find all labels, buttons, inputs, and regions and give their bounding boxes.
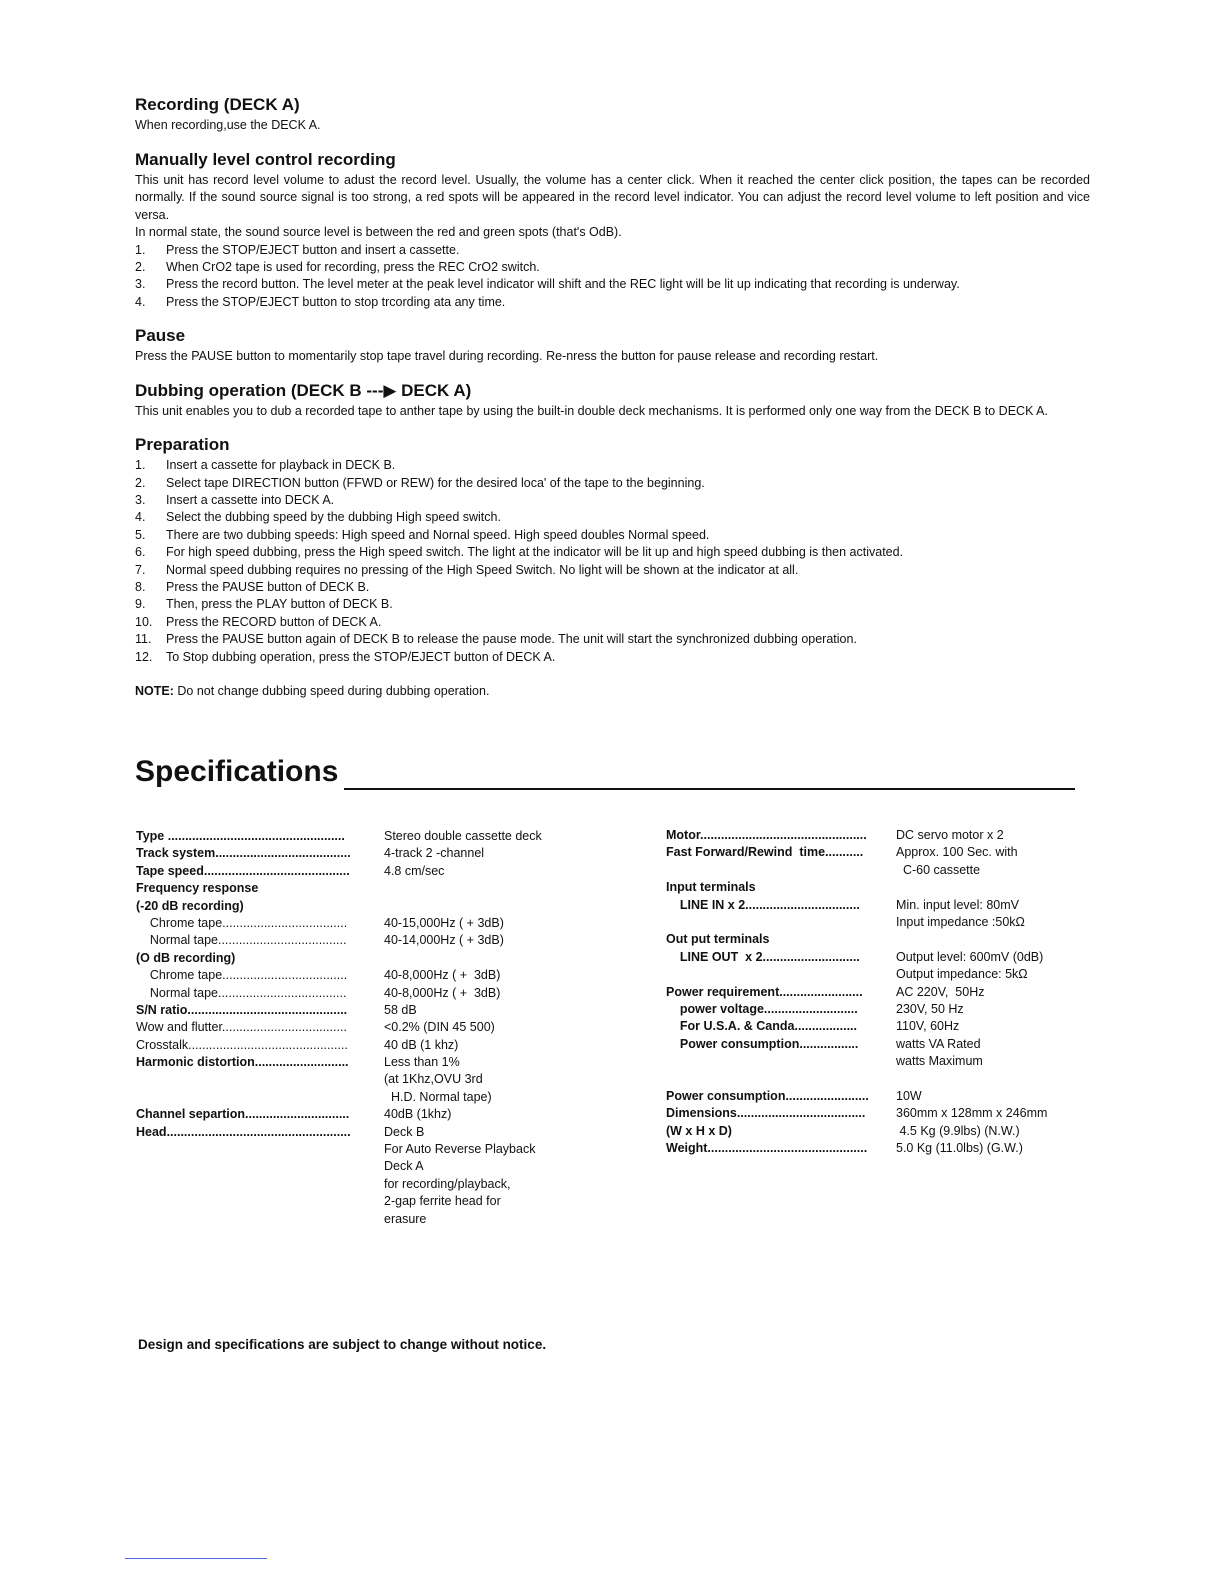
footer-disclaimer: Design and specifications are subject to change without notice. [138,1337,547,1352]
manual-level-section [135,150,1090,312]
spec-label: power voltage........................... [666,1001,858,1016]
pause-section [135,326,1090,366]
manual-level-text: This unit has record level volume to adust the record level. Usually, the volume has a center click. When it reached the center click position, the tapes can be recorded normally. If the sound source signal is too strong, a red spots will be appeared in the record level indicator. You can adjust the record level volume to left position and vice versa. [135,172,1090,222]
spec-row [136,1071,586,1088]
spec-value: Deck B [384,1124,425,1139]
spec-row [136,1019,586,1036]
list-item [135,649,1090,666]
step-text: Select tape DIRECTION button (FFWD or REW) for the desired loca' of the tape to the beginning. [166,475,705,490]
dubbing-section [135,381,1090,421]
spec-row [666,931,1086,948]
list-item [135,596,1090,613]
spec-label: For U.S.A. & Canda.................. [666,1019,857,1034]
spec-value: 4-track 2 -channel [384,846,485,861]
spec-row [666,1123,1086,1140]
step-text: Insert a cassette into DECK A. [166,492,335,507]
spec-value: AC 220V, 50Hz [896,984,985,999]
spec-value: C-60 cassette [896,862,981,877]
spec-value: 40-8,000Hz ( + 3dB) [384,985,501,1000]
specs-right-column [666,827,1086,1157]
step-number: 4. [135,510,146,525]
spec-row [136,1124,586,1141]
step-text: There are two dubbing speeds: High speed and Nornal speed. High speed doubles Normal speed. [166,527,710,542]
note [135,684,1090,698]
spec-label: Chrome tape.................................... [136,968,348,983]
spec-label: S/N ratio.............................................. [136,1002,348,1017]
spec-row [666,914,1086,931]
spec-label: Channel separtion.............................. [136,1107,350,1122]
step-number: 5. [135,527,146,542]
spec-value: Approx. 100 Sec. with [896,845,1018,860]
list-item [135,294,1090,311]
spec-value: erasure [384,1211,427,1226]
spec-label: Type ................................................... [136,829,345,843]
specifications-heading: Specifications [135,755,339,788]
spec-label: Power consumption................. [666,1036,859,1051]
recording-section [135,95,1090,135]
spec-label: Chrome tape.................................... [136,915,348,930]
spec-row [136,1211,586,1228]
list-item [135,527,1090,544]
spec-row [666,1088,1086,1105]
spec-value: Input impedance :50kΩ [896,914,1025,929]
step-number: 1. [135,458,146,473]
spec-label: Normal tape..................................... [136,985,347,1000]
spec-row [136,898,586,915]
spec-row [666,897,1086,914]
list-item [135,492,1090,509]
spec-label: Crosstalk.............................................. [136,1037,348,1052]
specs-left-column [136,828,586,1228]
spec-value: 58 dB [384,1002,417,1017]
step-text: Normal speed dubbing requires no pressing of the High Speed Switch. No light will be shown at the indicator at all. [166,562,799,577]
spec-value: 4.8 cm/sec [384,863,445,878]
spec-label: Track system....................................... [136,846,351,861]
spec-label: Input terminals [666,880,756,895]
spec-label: Wow and flutter.................................... [136,1020,347,1035]
note-label: NOTE: [135,684,174,698]
spec-row [136,845,586,862]
spec-row [666,966,1086,983]
spec-row [136,1054,586,1071]
spec-label: Out put terminals [666,932,770,947]
step-number: 2. [135,475,146,490]
spec-row [666,879,1086,896]
step-text: Press the record button. The level meter at the peak level indicator will shift and the REC light will be lit up indicating that recording is underway. [166,277,960,292]
spec-value: H.D. Normal tape) [384,1089,492,1104]
spec-row [136,828,586,845]
spec-value: watts Maximum [896,1054,983,1069]
spec-row [666,827,1086,844]
step-text: When CrO2 tape is used for recording, press the REC CrO2 switch. [166,259,540,274]
dubbing-heading: Dubbing operation (DECK B ---▶ DECK A) [135,380,472,400]
step-text: Press the STOP/EJECT button and insert a cassette. [166,242,460,257]
spec-row [136,1002,586,1019]
spec-value: Deck A [384,1159,424,1174]
spec-value: Less than 1% [384,1055,460,1070]
spec-value: 40 dB (1 khz) [384,1037,459,1052]
spec-value: 40-15,000Hz ( + 3dB) [384,915,504,930]
list-item [135,242,1090,259]
note-text: Do not change dubbing speed during dubbing operation. [173,684,490,698]
spec-label: Weight.............................................. [666,1141,868,1156]
step-number: 9. [135,597,146,612]
spec-row [136,985,586,1002]
spec-label: Harmonic distortion........................... [136,1055,349,1070]
spec-value: 360mm x 128mm x 246mm [896,1106,1048,1121]
spec-row [136,863,586,880]
spec-value: For Auto Reverse Playback [384,1142,536,1157]
spec-row [666,1140,1086,1157]
spec-value: 230V, 50 Hz [896,1001,964,1016]
list-item [135,457,1090,474]
step-text: Select the dubbing speed by the dubbing High speed switch. [166,510,501,525]
spec-row [136,967,586,984]
step-number: 6. [135,545,146,560]
spec-value: (at 1Khz,OVU 3rd [384,1072,483,1087]
spec-row [666,1036,1086,1053]
spec-value: 110V, 60Hz [896,1019,960,1034]
spec-label: (O dB recording) [136,950,236,965]
spec-value: 10W [896,1088,922,1103]
step-number: 10. [135,614,153,629]
dubbing-text: This unit enables you to dub a recorded tape to anther tape by using the built-in double deck mechanisms. It is performed only one way from the DECK B to DECK A. [135,403,1048,418]
specifications-rule [344,788,1075,790]
spec-label: Normal tape..................................... [136,933,347,948]
step-text: For high speed dubbing, press the High speed switch. The light at the indicator will be lit up and high speed dubbing is then activated. [166,545,904,560]
spec-row [136,950,586,967]
step-number: 3. [135,277,146,292]
spec-row [136,1106,586,1123]
spec-label: Tape speed.......................................... [136,863,350,878]
spec-value: Output impedance: 5kΩ [896,967,1028,982]
spec-value: watts VA Rated [896,1036,981,1051]
spec-row [666,862,1086,879]
spec-label: Head..................................................... [136,1124,351,1139]
step-text: Then, press the PLAY button of DECK B. [166,597,393,612]
step-number: 7. [135,562,146,577]
list-item [135,614,1090,631]
list-item [135,544,1090,561]
bottom-link-rule [125,1558,267,1559]
spec-value: Output level: 600mV (0dB) [896,949,1044,964]
spec-row [136,1158,586,1175]
manual-steps-list [135,242,1090,312]
step-text: Insert a cassette for playback in DECK B. [166,458,396,473]
spec-row [136,1176,586,1193]
spec-row [666,844,1086,861]
step-text: To Stop dubbing operation, press the STOP/EJECT button of DECK A. [166,649,556,664]
step-number: 12. [135,649,153,664]
manual-page [135,95,1090,713]
list-item [135,579,1090,596]
step-number: 1. [135,242,146,257]
spec-row [136,1089,586,1106]
spec-label: (-20 dB recording) [136,898,244,913]
step-text: Press the RECORD button of DECK A. [166,614,382,629]
spec-row [666,949,1086,966]
spec-value: Stereo double cassette deck [384,829,542,843]
spec-label: Frequency response [136,881,259,896]
spec-value: for recording/playback, [384,1176,511,1191]
step-number: 8. [135,579,146,594]
spec-label: LINE OUT x 2............................ [666,949,860,964]
spec-row [666,984,1086,1001]
spec-value: 40-14,000Hz ( + 3dB) [384,933,504,948]
preparation-heading: Preparation [135,435,230,455]
spec-row [666,1001,1086,1018]
spec-row [136,880,586,897]
list-item [135,475,1090,492]
recording-heading: Recording (DECK A) [135,95,300,114]
step-number: 3. [135,492,146,507]
spec-value: Min. input level: 80mV [896,897,1019,912]
spec-value: 40dB (1khz) [384,1107,452,1122]
list-item [135,631,1090,648]
spec-label: Motor................................................ [666,828,867,842]
spec-row [136,1141,586,1158]
list-item [135,562,1090,579]
step-number: 4. [135,294,146,309]
step-text: Press the PAUSE button of DECK B. [166,579,370,594]
spec-label: Fast Forward/Rewind time........... [666,845,864,860]
spec-row [666,1070,1086,1087]
list-item [135,276,1090,293]
spec-value: <0.2% (DIN 45 500) [384,1020,495,1035]
spec-label: Dimensions..................................... [666,1106,866,1121]
spec-row [666,1018,1086,1035]
spec-value: 40-8,000Hz ( + 3dB) [384,968,501,983]
list-item [135,259,1090,276]
preparation-section [135,435,1090,698]
spec-label: LINE IN x 2................................. [666,897,860,912]
spec-value: 2-gap ferrite head for [384,1194,501,1209]
manual-level-heading: Manually level control recording [135,149,396,169]
manual-level-text-2: In normal state, the sound source level is between the red and green spots (that's OdB). [135,225,622,239]
spec-row [666,1053,1086,1070]
step-number: 2. [135,259,146,274]
spec-row [666,1105,1086,1122]
step-text: Press the STOP/EJECT button to stop trcording ata any time. [166,294,506,309]
spec-value: DC servo motor x 2 [896,828,1004,842]
spec-label: Power requirement........................ [666,984,863,999]
pause-text: Press the PAUSE button to momentarily stop tape travel during recording. Re-nress the button for pause release and recording restart. [135,349,879,364]
recording-text: When recording,use the DECK A. [135,118,321,132]
spec-value: 4.5 Kg (9.9lbs) (N.W.) [896,1123,1020,1138]
list-item [135,509,1090,526]
spec-row [136,932,586,949]
spec-value: 5.0 Kg (11.0lbs) (G.W.) [896,1141,1023,1156]
spec-row [136,1193,586,1210]
preparation-steps-list [135,457,1090,666]
step-text: Press the PAUSE button again of DECK B to release the pause mode. The unit will start the synchronized dubbing operation. [166,632,857,647]
spec-label: (W x H x D) [666,1123,732,1138]
spec-label: Power consumption........................ [666,1088,869,1103]
step-number: 11. [135,632,152,647]
pause-heading: Pause [135,326,186,346]
spec-row [136,915,586,932]
spec-row [136,1037,586,1054]
